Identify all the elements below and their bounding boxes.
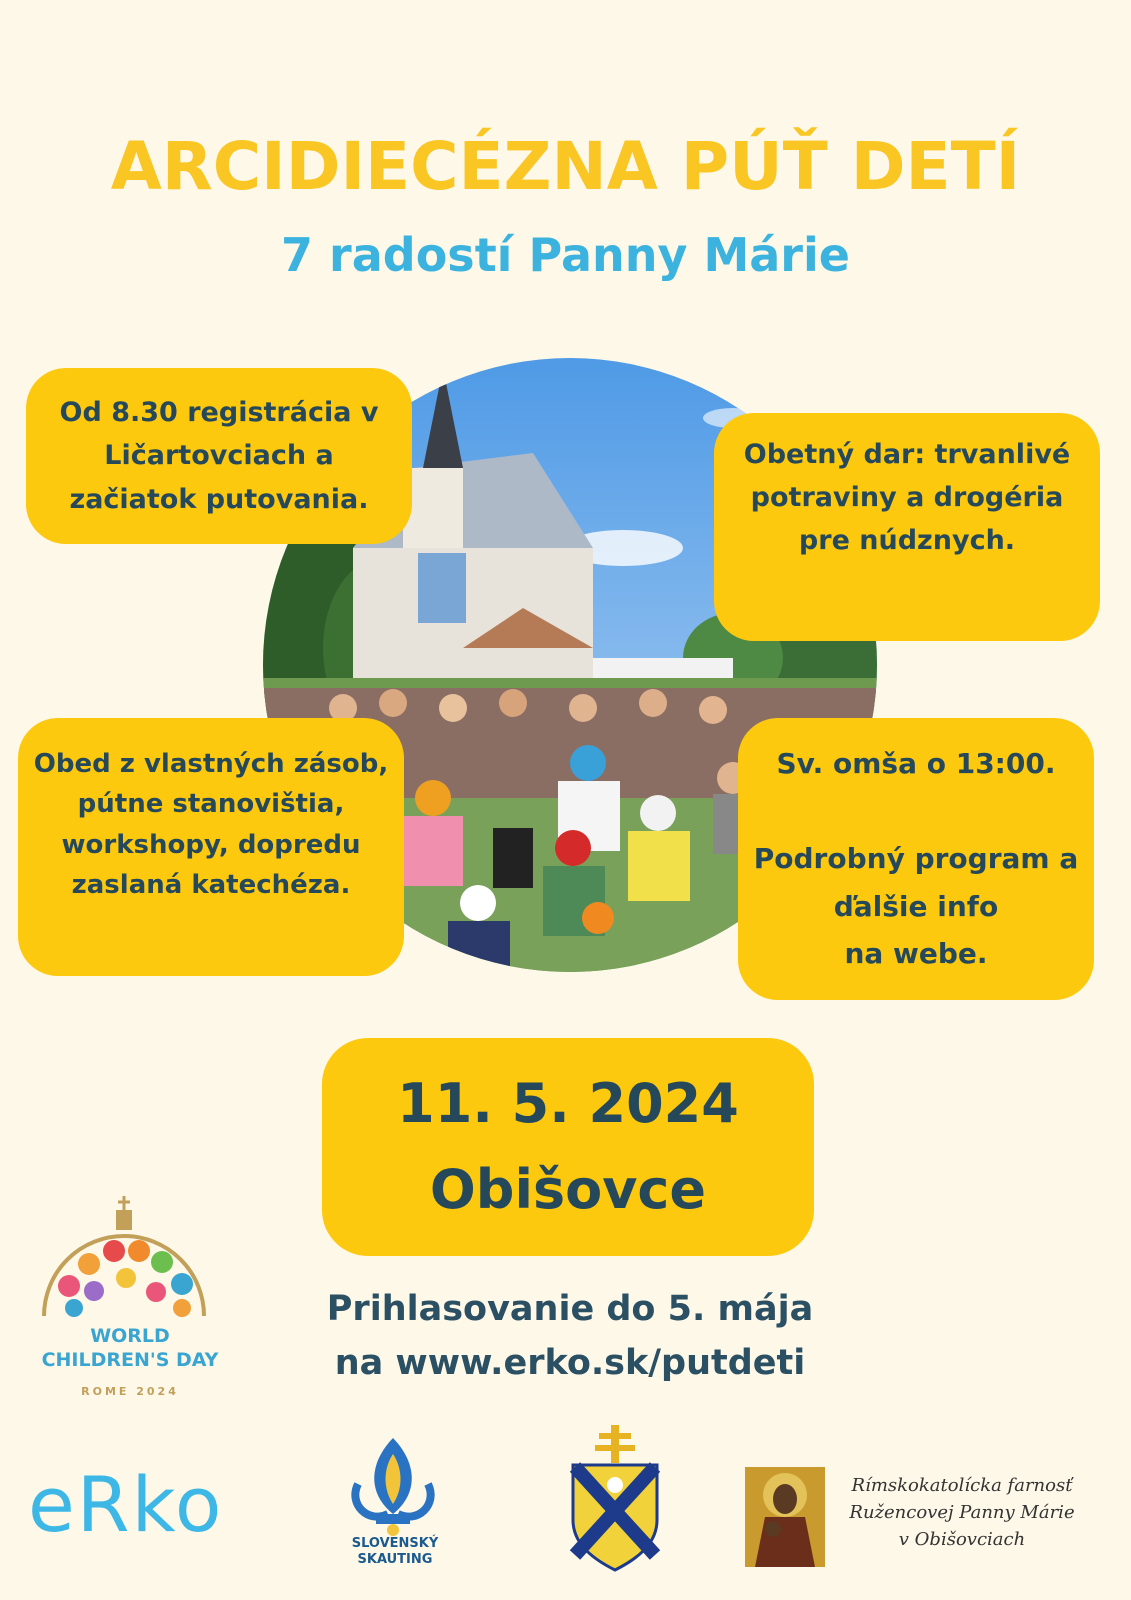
skaut-line2: SKAUTING [357,1551,433,1567]
info-box-registration-text: Od 8.30 registrácia v Ličartovciach a začiatok putovania. [59,397,379,515]
info-box-program-text: Obed z vlastných zásob, pútne stanovištia, workshopy, dopredu zaslaná katechéza. [33,749,389,900]
registration-info [250,1282,890,1391]
parish-line2: Ružencovej Panny Márie [849,1502,1075,1523]
info-box-donation-text: Obetný dar: trvanlivé potraviny a drogéria pre núdznych. [743,439,1071,557]
info-box-donation [714,413,1100,641]
madonna-icon [745,1467,825,1567]
erko-logo: eRko [28,1460,224,1549]
info-box-mass [738,718,1094,1000]
event-date: 11. 5. 2024 [397,1071,739,1135]
archdiocese-crest-icon [565,1425,665,1575]
wcd-line3: ROME 2024 [81,1385,179,1398]
skaut-line1: SLOVENSKÝ [351,1536,439,1551]
poster-title: ARCIDIECÉZNA PÚŤ DETÍ [110,128,1021,205]
poster-subtitle: 7 radostí Panny Márie [281,228,850,282]
parish-name [832,1472,1092,1553]
info-box-program [18,718,404,976]
wcd-logo-text [30,1325,230,1373]
wcd-line2: CHILDREN'S DAY [41,1348,219,1371]
parish-line3: v Obišovciach [898,1529,1026,1550]
skauting-lily-icon [348,1434,438,1539]
info-box-registration [26,368,412,544]
skauting-text [330,1536,460,1567]
registration-url[interactable]: na www.erko.sk/putdeti [334,1343,806,1384]
registration-deadline: Prihlasovanie do 5. mája [326,1289,814,1329]
event-date-place-box [322,1038,814,1256]
wcd-line1: WORLD [90,1325,170,1347]
info-box-mass-text: Sv. omša o 13:00. Podrobný program a ďalšie info na webe. [753,747,1079,971]
parish-line1: Rímskokatolícka farnosť [851,1475,1073,1496]
event-place: Obišovce [429,1158,707,1221]
